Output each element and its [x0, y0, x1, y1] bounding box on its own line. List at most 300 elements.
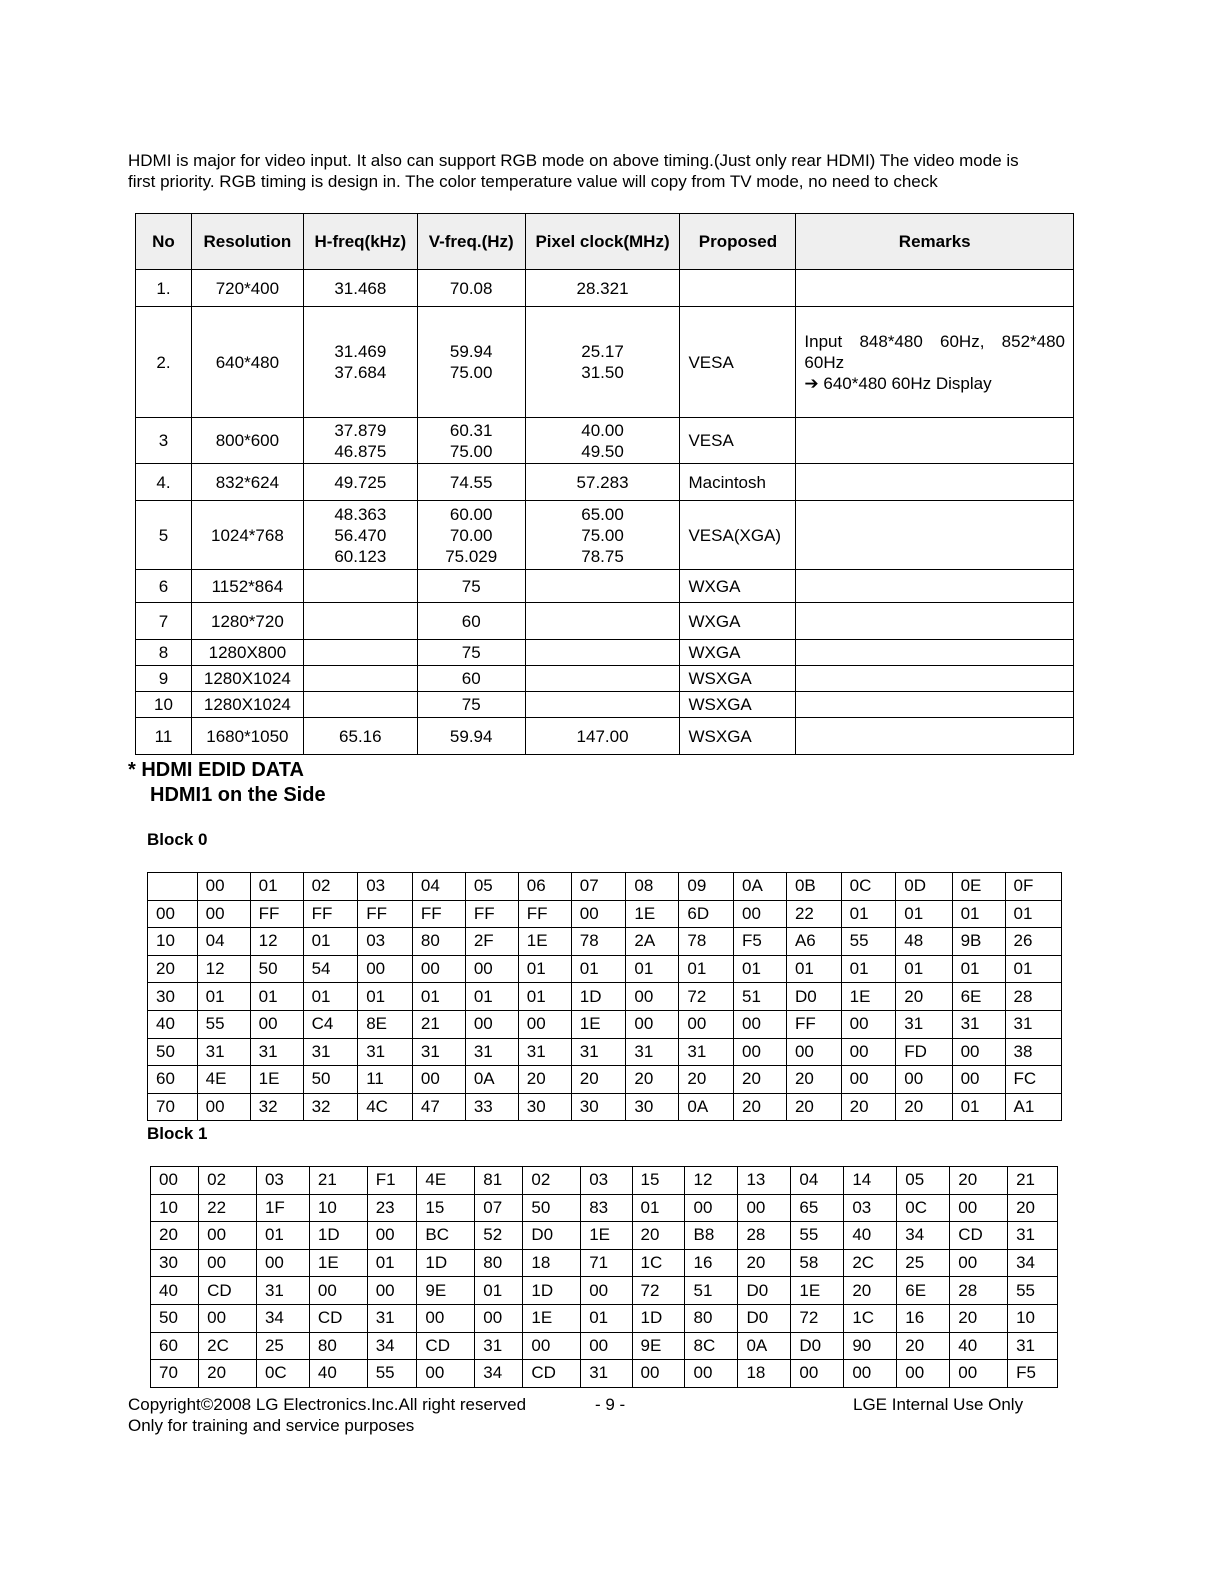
timing-cell-line: 37.684 — [334, 363, 387, 382]
timing-cell-no — [136, 570, 192, 603]
edid-row — [148, 928, 1062, 956]
edid-byte-cell: 48 — [896, 928, 952, 956]
edid-byte-cell: 26 — [1005, 928, 1061, 956]
edid-byte-cell: 31 — [626, 1038, 679, 1066]
timing-cell-line: WXGA — [688, 611, 741, 631]
timing-cell-line: 3 — [158, 431, 169, 450]
timing-cell-p — [525, 666, 680, 692]
timing-cell-line: 4. — [156, 472, 171, 492]
timing-cell-remarks — [796, 666, 1074, 692]
edid-byte-cell: 1E — [791, 1277, 844, 1305]
timing-cell-res — [191, 692, 303, 718]
edid-byte-cell: 23 — [367, 1194, 417, 1222]
edid-byte-cell: 78 — [571, 928, 626, 956]
edid-byte-cell: 00 — [632, 1360, 685, 1388]
edid-row-offset: 20 — [151, 1222, 199, 1250]
timing-cell-line: 1280X1024 — [203, 695, 291, 714]
edid-byte-cell: 00 — [786, 1038, 841, 1066]
edid-byte-cell: 04 — [791, 1167, 844, 1195]
timing-cell-remarks — [796, 692, 1074, 718]
edid-byte-cell: 15 — [632, 1167, 685, 1195]
edid-byte-cell: 34 — [1008, 1249, 1058, 1277]
edid-byte-cell: 34 — [367, 1332, 417, 1360]
edid-byte-cell: 01 — [1005, 955, 1061, 983]
edid-column-header: 08 — [626, 873, 679, 901]
edid-byte-cell: 21 — [412, 1010, 465, 1038]
edid-byte-cell: 2C — [199, 1332, 257, 1360]
edid-byte-cell: 14 — [844, 1167, 897, 1195]
edid-byte-cell: 4E — [417, 1167, 475, 1195]
timing-cell-line: 59.94 — [449, 342, 493, 361]
timing-cell-line: 65.16 — [339, 726, 382, 746]
timing-cell-remarks — [796, 640, 1074, 666]
edid-byte-cell: 34 — [897, 1222, 950, 1250]
edid-byte-cell: 1D — [632, 1304, 685, 1332]
timing-row — [136, 418, 1074, 464]
edid-byte-cell: FF — [303, 900, 358, 928]
edid-byte-cell: 65 — [791, 1194, 844, 1222]
edid-byte-cell: 28 — [738, 1222, 791, 1250]
edid-byte-cell: 21 — [1008, 1167, 1058, 1195]
remark-line: Input 848*480 60Hz, 852*480 60Hz — [804, 331, 1065, 372]
edid-byte-cell: 20 — [786, 1066, 841, 1094]
edid-row — [151, 1277, 1058, 1305]
edid-byte-cell: 13 — [738, 1167, 791, 1195]
edid-byte-cell: 31 — [475, 1332, 523, 1360]
footer-copyright: Copyright©2008 LG Electronics.Inc.All right reserved — [128, 1395, 527, 1414]
edid-byte-cell: 20 — [632, 1222, 685, 1250]
edid-byte-cell: 78 — [679, 928, 734, 956]
edid-byte-cell: 00 — [841, 1066, 896, 1094]
edid-row — [148, 900, 1062, 928]
timing-cell-line: 46.875 — [334, 441, 387, 461]
edid-byte-cell: 21 — [309, 1167, 367, 1195]
edid-byte-cell: 10 — [309, 1194, 367, 1222]
edid-byte-cell: 50 — [523, 1194, 581, 1222]
edid-byte-cell: 50 — [250, 955, 303, 983]
edid-byte-cell: 20 — [571, 1066, 626, 1094]
edid-byte-cell: 00 — [626, 1010, 679, 1038]
timing-cell-remarks — [796, 570, 1074, 603]
edid-row-offset: 60 — [151, 1332, 199, 1360]
edid-byte-cell: D0 — [738, 1277, 791, 1305]
edid-byte-cell: 12 — [685, 1167, 738, 1195]
timing-cell-prop — [680, 603, 796, 640]
edid-byte-cell: 30 — [626, 1093, 679, 1121]
timing-cell-remarks — [796, 464, 1074, 501]
timing-cell-prop — [680, 570, 796, 603]
edid-byte-cell: 01 — [786, 955, 841, 983]
edid-byte-cell: 01 — [475, 1277, 523, 1305]
edid-byte-cell: 01 — [952, 955, 1005, 983]
edid-block1-body — [151, 1167, 1058, 1388]
edid-row-offset: 70 — [148, 1093, 198, 1121]
footer-page-number: - 9 - — [595, 1395, 626, 1414]
timing-cell-no — [136, 718, 192, 755]
edid-byte-cell: 55 — [791, 1222, 844, 1250]
edid-byte-cell: 01 — [303, 928, 358, 956]
edid-row — [151, 1304, 1058, 1332]
edid-byte-cell: 07 — [475, 1194, 523, 1222]
timing-cell-no — [136, 603, 192, 640]
edid-byte-cell: 55 — [1008, 1277, 1058, 1305]
timing-cell-no — [136, 464, 192, 501]
edid-byte-cell: 01 — [367, 1249, 417, 1277]
edid-byte-cell: FF — [358, 900, 413, 928]
edid-byte-cell: 20 — [896, 1093, 952, 1121]
edid-byte-cell: 00 — [841, 1010, 896, 1038]
edid-column-header: 0F — [1005, 873, 1061, 901]
edid-column-header: 05 — [465, 873, 518, 901]
timing-cell-line: 40.00 — [581, 420, 624, 440]
edid-byte-cell: 8C — [685, 1332, 738, 1360]
edid-column-header: 07 — [571, 873, 626, 901]
intro-line-1: HDMI is major for video input. It also can support RGB mode on above timing.(Just only rear HDMI) The video mode is — [128, 151, 1019, 170]
edid-byte-cell: 40 — [844, 1222, 897, 1250]
timing-cell-res — [191, 718, 303, 755]
edid-byte-cell: 31 — [952, 1010, 1005, 1038]
timing-cell-res — [191, 640, 303, 666]
edid-byte-cell: 01 — [518, 983, 571, 1011]
timing-cell-h — [303, 418, 417, 464]
footer-internal: LGE Internal Use Only — [853, 1395, 1024, 1414]
edid-row — [151, 1222, 1058, 1250]
edid-byte-cell: CD — [309, 1304, 367, 1332]
timing-cell-line: VESA — [688, 352, 734, 372]
edid-byte-cell: 31 — [1008, 1332, 1058, 1360]
timing-row — [136, 666, 1074, 692]
block0-label: Block 0 — [147, 830, 208, 849]
timing-cell-prop — [680, 501, 796, 570]
edid-byte-cell: 01 — [303, 983, 358, 1011]
timing-cell-res — [191, 570, 303, 603]
edid-byte-cell: 8E — [358, 1010, 413, 1038]
edid-byte-cell: 0A — [465, 1066, 518, 1094]
timing-cell-remarks — [796, 270, 1074, 307]
edid-byte-cell: 00 — [475, 1304, 523, 1332]
edid-column-header: 00 — [197, 873, 250, 901]
edid-column-header: 03 — [358, 873, 413, 901]
edid-row — [151, 1167, 1058, 1195]
edid-byte-cell: 00 — [581, 1332, 632, 1360]
remark-text: 640*480 60Hz Display — [823, 373, 992, 393]
edid-byte-cell: 90 — [844, 1332, 897, 1360]
edid-byte-cell: 31 — [412, 1038, 465, 1066]
edid-byte-cell: 55 — [841, 928, 896, 956]
timing-header-row — [136, 214, 1074, 270]
timing-cell-remarks — [796, 418, 1074, 464]
edid-byte-cell: 31 — [197, 1038, 250, 1066]
edid-byte-cell: 9E — [417, 1277, 475, 1305]
timing-cell-p — [525, 570, 680, 603]
timing-cell-v — [417, 270, 525, 307]
edid-byte-cell: 80 — [685, 1304, 738, 1332]
edid-byte-cell: 1E — [626, 900, 679, 928]
edid-byte-cell: 01 — [896, 955, 952, 983]
timing-row — [136, 501, 1074, 570]
edid-byte-cell: 01 — [734, 955, 787, 983]
timing-cell-h — [303, 640, 417, 666]
edid-column-header: 09 — [679, 873, 734, 901]
edid-byte-cell: 01 — [679, 955, 734, 983]
edid-byte-cell: 20 — [626, 1066, 679, 1094]
timing-cell-res — [191, 501, 303, 570]
timing-cell-line: 75.00 — [449, 441, 493, 461]
edid-column-header — [148, 873, 198, 901]
timing-cell-v — [417, 718, 525, 755]
edid-byte-cell: 80 — [475, 1249, 523, 1277]
timing-cell-line: 6 — [158, 576, 169, 596]
edid-row — [151, 1194, 1058, 1222]
timing-cell-line: 800*600 — [215, 431, 280, 450]
edid-byte-cell: 32 — [250, 1093, 303, 1121]
edid-row-offset: 00 — [148, 900, 198, 928]
edid-byte-cell: 83 — [581, 1194, 632, 1222]
edid-byte-cell: 01 — [250, 983, 303, 1011]
timing-cell-line: 31.50 — [581, 363, 624, 382]
edid-byte-cell: 01 — [841, 955, 896, 983]
timing-cell-line: 56.470 — [334, 525, 387, 545]
timing-cell-no — [136, 418, 192, 464]
edid-byte-cell: 00 — [367, 1277, 417, 1305]
edid-byte-cell: 72 — [679, 983, 734, 1011]
edid-row-offset: 70 — [151, 1360, 199, 1388]
edid-byte-cell: 00 — [841, 1038, 896, 1066]
timing-cell-line: 11 — [154, 726, 173, 746]
timing-header-cell: H-freq(kHz) — [303, 214, 417, 270]
edid-byte-cell: 30 — [571, 1093, 626, 1121]
edid-byte-cell: 4C — [358, 1093, 413, 1121]
timing-cell-line: 31.469 — [334, 342, 387, 361]
timing-cell-prop — [680, 464, 796, 501]
timing-cell-line: VESA — [688, 431, 734, 450]
timing-cell-line: WSXGA — [688, 695, 752, 714]
edid-byte-cell: 00 — [950, 1360, 1008, 1388]
timing-cell-line: VESA(XGA) — [688, 525, 782, 545]
timing-cell-p — [525, 270, 680, 307]
edid-byte-cell: 6E — [897, 1277, 950, 1305]
edid-block0-table — [147, 872, 1062, 1121]
timing-cell-line: 7 — [158, 611, 169, 631]
edid-byte-cell: D0 — [786, 983, 841, 1011]
edid-byte-cell: 00 — [950, 1194, 1008, 1222]
edid-byte-cell: CD — [199, 1277, 257, 1305]
edid-byte-cell: 55 — [367, 1360, 417, 1388]
edid-byte-cell: 80 — [412, 928, 465, 956]
edid-byte-cell: F1 — [367, 1167, 417, 1195]
edid-byte-cell: D0 — [791, 1332, 844, 1360]
timing-cell-v — [417, 307, 525, 418]
edid-byte-cell: 1C — [844, 1304, 897, 1332]
edid-byte-cell: 00 — [791, 1360, 844, 1388]
edid-byte-cell: 00 — [844, 1360, 897, 1388]
edid-byte-cell: 1E — [309, 1249, 367, 1277]
timing-cell-remarks — [796, 603, 1074, 640]
edid-byte-cell: FD — [896, 1038, 952, 1066]
timing-cell-line: 60.123 — [334, 546, 387, 566]
edid-byte-cell: CD — [523, 1360, 581, 1388]
edid-byte-cell: 01 — [581, 1304, 632, 1332]
timing-cell-line: 10 — [154, 695, 173, 714]
timing-cell-p — [525, 692, 680, 718]
timing-cell-prop — [680, 418, 796, 464]
timing-cell-line: 70.08 — [449, 278, 493, 298]
edid-byte-cell: 02 — [199, 1167, 257, 1195]
timing-cell-prop — [680, 640, 796, 666]
timing-cell-no — [136, 692, 192, 718]
timing-cell-line: 147.00 — [576, 726, 629, 746]
timing-cell-line: 1152*864 — [211, 576, 284, 596]
edid-byte-cell: 4E — [197, 1066, 250, 1094]
edid-byte-cell: 20 — [734, 1093, 787, 1121]
timing-cell-line: 1280X1024 — [203, 669, 291, 688]
edid-byte-cell: 20 — [897, 1332, 950, 1360]
timing-header-cell: No — [136, 214, 192, 270]
edid-byte-cell: CD — [950, 1222, 1008, 1250]
edid-row — [148, 1066, 1062, 1094]
edid-byte-cell: 01 — [256, 1222, 309, 1250]
edid-byte-cell: 34 — [256, 1304, 309, 1332]
timing-cell-h — [303, 570, 417, 603]
edid-column-header: 0B — [786, 873, 841, 901]
edid-byte-cell: FF — [412, 900, 465, 928]
timing-cell-no — [136, 270, 192, 307]
edid-byte-cell: 11 — [358, 1066, 413, 1094]
edid-byte-cell: 40 — [950, 1332, 1008, 1360]
edid-row-offset: 60 — [148, 1066, 198, 1094]
timing-cell-prop — [680, 666, 796, 692]
edid-header-row — [148, 873, 1062, 901]
edid-byte-cell: 01 — [197, 983, 250, 1011]
timing-cell-line: 48.363 — [334, 504, 387, 524]
edid-byte-cell: 31 — [581, 1360, 632, 1388]
timing-cell-v — [417, 464, 525, 501]
edid-row-offset: 10 — [148, 928, 198, 956]
timing-cell-h — [303, 603, 417, 640]
edid-byte-cell: 20 — [844, 1277, 897, 1305]
timing-cell-line: WSXGA — [688, 669, 752, 688]
edid-byte-cell: 00 — [199, 1222, 257, 1250]
block1-label: Block 1 — [147, 1124, 208, 1143]
timing-cell-p — [525, 464, 680, 501]
edid-subheading: HDMI1 on the Side — [150, 784, 326, 806]
edid-byte-cell: 31 — [250, 1038, 303, 1066]
edid-byte-cell: 00 — [685, 1194, 738, 1222]
edid-byte-cell: D0 — [523, 1222, 581, 1250]
edid-column-header: 06 — [518, 873, 571, 901]
edid-byte-cell: 31 — [358, 1038, 413, 1066]
edid-byte-cell: 00 — [685, 1360, 738, 1388]
edid-row — [148, 955, 1062, 983]
edid-byte-cell: 00 — [896, 1066, 952, 1094]
edid-byte-cell: FF — [250, 900, 303, 928]
edid-block0-body — [148, 873, 1062, 1121]
timing-cell-line: 8 — [158, 643, 169, 662]
timing-cell-line: 1280*720 — [210, 611, 284, 631]
timing-cell-v — [417, 603, 525, 640]
timing-header-cell: Proposed — [680, 214, 796, 270]
edid-byte-cell: 0A — [679, 1093, 734, 1121]
timing-cell-v — [417, 570, 525, 603]
edid-byte-cell: 51 — [685, 1277, 738, 1305]
edid-column-header: 0C — [841, 873, 896, 901]
edid-byte-cell: 00 — [309, 1277, 367, 1305]
edid-byte-cell: A1 — [1005, 1093, 1061, 1121]
edid-byte-cell: 32 — [303, 1093, 358, 1121]
timing-cell-h — [303, 464, 417, 501]
edid-byte-cell: 00 — [465, 1010, 518, 1038]
edid-byte-cell: 1D — [523, 1277, 581, 1305]
timing-cell-line: 37.879 — [334, 420, 387, 440]
intro-line-2: first priority. RGB timing is design in. The color temperature value will copy from TV mode, no need to check — [128, 172, 938, 191]
edid-heading: * HDMI EDID DATA — [128, 759, 304, 781]
edid-byte-cell: 58 — [791, 1249, 844, 1277]
edid-byte-cell: 00 — [734, 1010, 787, 1038]
timing-cell-p — [525, 603, 680, 640]
timing-body — [136, 270, 1074, 755]
edid-byte-cell: 20 — [734, 1066, 787, 1094]
timing-cell-line: 65.00 — [581, 504, 624, 524]
edid-byte-cell: 31 — [679, 1038, 734, 1066]
edid-byte-cell: 16 — [685, 1249, 738, 1277]
edid-byte-cell: 02 — [523, 1167, 581, 1195]
timing-row — [136, 692, 1074, 718]
edid-byte-cell: 31 — [518, 1038, 571, 1066]
edid-byte-cell: 20 — [199, 1360, 257, 1388]
edid-byte-cell: 1F — [256, 1194, 309, 1222]
edid-byte-cell: 01 — [841, 900, 896, 928]
edid-row-offset: 40 — [151, 1277, 199, 1305]
edid-byte-cell: 01 — [358, 983, 413, 1011]
edid-row-offset: 50 — [151, 1304, 199, 1332]
intro-paragraph — [128, 150, 1083, 192]
edid-byte-cell: 72 — [791, 1304, 844, 1332]
timing-cell-v — [417, 666, 525, 692]
timing-header-cell: V-freq.(Hz) — [417, 214, 525, 270]
edid-byte-cell: 20 — [518, 1066, 571, 1094]
edid-byte-cell: 81 — [475, 1167, 523, 1195]
timing-cell-line: Macintosh — [688, 472, 766, 492]
edid-column-header: 01 — [250, 873, 303, 901]
edid-row-offset: 40 — [148, 1010, 198, 1038]
timing-cell-line: 75.00 — [449, 363, 493, 382]
timing-cell-remarks — [796, 307, 1074, 418]
edid-row — [151, 1360, 1058, 1388]
timing-cell-line: WXGA — [688, 576, 741, 596]
edid-byte-cell: 28 — [1005, 983, 1061, 1011]
timing-cell-h — [303, 666, 417, 692]
edid-byte-cell: 15 — [417, 1194, 475, 1222]
edid-row-offset: 30 — [151, 1249, 199, 1277]
edid-byte-cell: 00 — [367, 1222, 417, 1250]
edid-byte-cell: 34 — [475, 1360, 523, 1388]
timing-cell-line: 75 — [461, 695, 481, 714]
timing-cell-h — [303, 692, 417, 718]
edid-byte-cell: 1E — [250, 1066, 303, 1094]
timing-row — [136, 464, 1074, 501]
edid-byte-cell: 31 — [256, 1277, 309, 1305]
timing-cell-prop — [680, 270, 796, 307]
edid-byte-cell: 1E — [841, 983, 896, 1011]
edid-byte-cell: 00 — [626, 983, 679, 1011]
timing-cell-line: 70.00 — [449, 525, 493, 545]
edid-byte-cell: 10 — [1008, 1304, 1058, 1332]
edid-byte-cell: 20 — [786, 1093, 841, 1121]
timing-cell-line: 49.725 — [334, 472, 387, 492]
edid-byte-cell: FF — [786, 1010, 841, 1038]
timing-cell-line: WSXGA — [688, 726, 752, 746]
edid-byte-cell: 00 — [738, 1194, 791, 1222]
